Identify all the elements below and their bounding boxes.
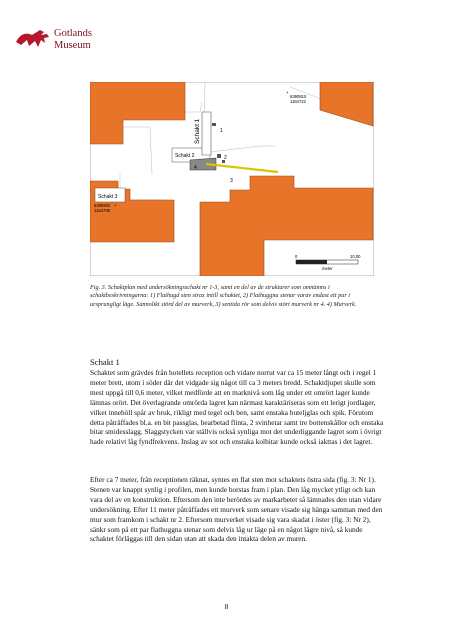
gotlands-museum-logo xyxy=(14,22,134,62)
coordinate-left-line2: 1164709 xyxy=(94,208,110,213)
logo-text xyxy=(54,28,92,52)
scale-start: 0 xyxy=(295,254,298,259)
schakt-1-trench xyxy=(202,112,211,155)
logo-line-2: Museum xyxy=(54,40,91,51)
figure-caption: Fig. 3. Schaktplan med undersökningsschakt nr 1-3, samt en del av de strukturer som omnämns i schaktbeskrivningarna: 1) Flathugd sten strax intill schaktet, 2) Flathuggna stenar varav endast ett par i ursprungligt läge. Sannolikt störd del av murverk, 3) sentida rör som delvis stört murverk nr 4. 4) Murverk. xyxy=(90,284,357,308)
paragraph-2: Efter ca 7 meter, från receptionen räknat, syntes en flat sten mot schaktets östra sida (fig. 3: Nr 1). Stenen var knappt synlig i profilen, men kunde borstas fram i plan. Den låg mycket ytligt och kan vara del av en konstruktion. Eftersom den inte berördes av markarbetet så lämnades den utan vidare undersökning. Efter 11 meter påträffades ett murverk som senare visade sig hänga samman med den mur som framkom i schakt nr 2. Eftersom murverket visade sig vara skadat i öster (fig. 3: Nr 2), sänkr som på ett par flathuggna stenar som delvis låg ur läge på en något lägre nivå, så kunde schaktet förläggas till den sidan utan att skada den intakta delen av muren. xyxy=(90,475,383,544)
feature-label-3: 3 xyxy=(230,178,233,184)
scale-unit: meter xyxy=(322,266,333,271)
coordinate-top-line1: 6390810 xyxy=(290,94,307,99)
coordinate-left-line1: 6389902 xyxy=(94,203,111,208)
scale-end: 10,00 xyxy=(350,254,361,259)
coordinate-left-cross: + xyxy=(114,203,117,208)
scale-bar-filled xyxy=(296,260,327,264)
schakt-2-label: Schakt 2 xyxy=(175,153,195,159)
paragraph-1: Schaktet som grävdes från hotellets reception och vidare norrut var ca 15 meter långt och i regel 1 meter brett, utom i söder där det vidgade sig något till ca 3 meters bredd. Schaktdjupet skulle som mest uppgå till 0,6 meter, vilket medförde att en marknivå som låg under ett omrört lager kunde lämnas orört. Det överlagrande omrörda lagret kan närmast karaktäriseras som ett lerigt jordlager, vilket innehöll spår av bruk, rikligt med tegel och ben, samt enstaka buteljglas och spik. Förutom detta påträffades bl.a. en bit passglas, bearbetad flinta, 2 svinhetar samt tre bottenskållor och enstaka bitar smidesslagg. Slaggstycken var ställvis också synliga mot det underliggande lagret som i övrigt hade relativt låg fyndfrekvens. Inslag av sot och enstaka kolbitar kunde också iakttas i det lagret. xyxy=(90,368,384,447)
schakt-1-label: Schakt 1 xyxy=(194,118,201,144)
logo-line-1: Gotlands xyxy=(54,28,92,39)
feature-label-1: 1 xyxy=(220,128,223,134)
feature-label-2: 2 xyxy=(224,155,227,161)
schakt-3-label: Schakt 3 xyxy=(98,194,118,200)
coordinate-top-line2: 1164722 xyxy=(290,99,306,104)
horse-logo-icon xyxy=(14,26,52,52)
excavation-map xyxy=(90,82,374,276)
feature-label-4: 4 xyxy=(194,165,197,171)
page-number: 8 xyxy=(224,602,229,611)
coordinate-top-cross: + xyxy=(286,90,289,95)
section-heading: Schakt 1 xyxy=(90,357,120,367)
